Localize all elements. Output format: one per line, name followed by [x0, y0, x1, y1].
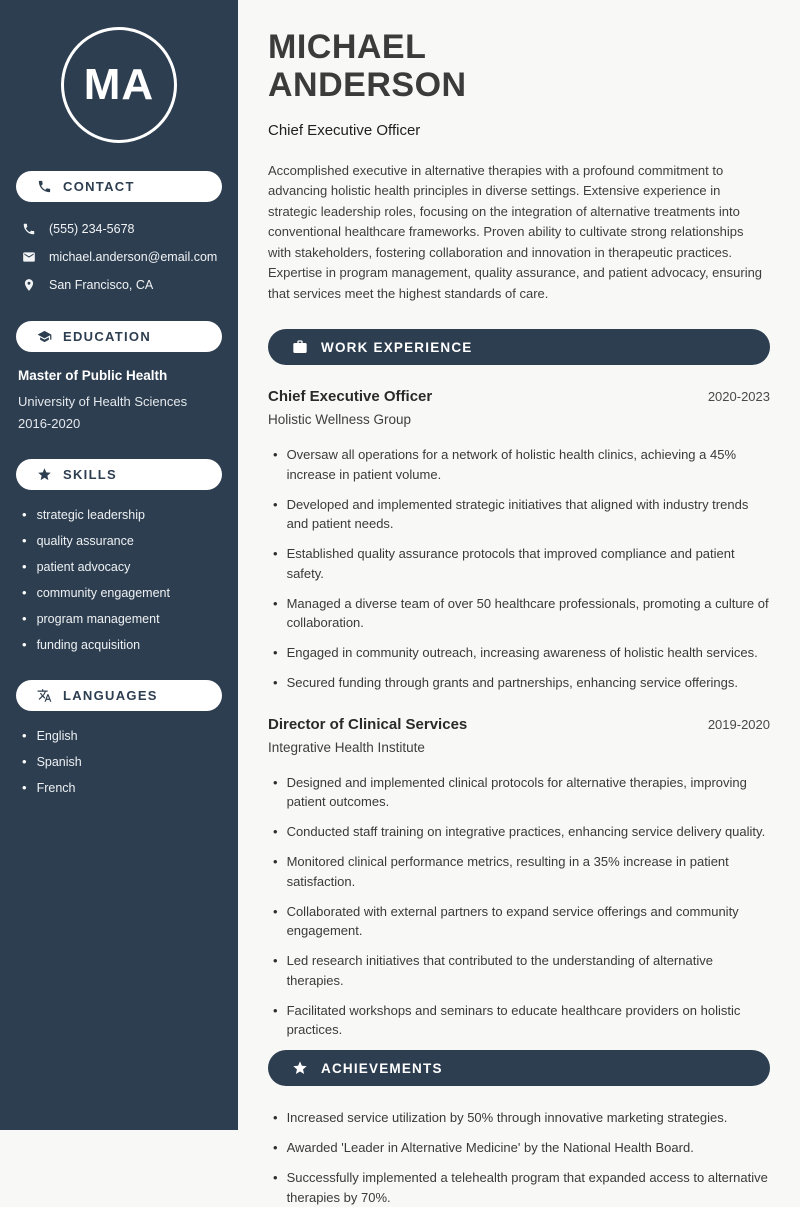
- achievement-bullet: • Awarded 'Leader in Alternative Medicine' by the National Health Board.: [273, 1138, 770, 1158]
- email-address: michael.anderson@email.com: [49, 250, 218, 264]
- sidebar: [0, 0, 238, 1130]
- education-section-title: EDUCATION: [63, 329, 152, 344]
- skill-item: • quality assurance: [22, 528, 222, 554]
- first-name: MICHAEL: [268, 28, 427, 66]
- job-header: [268, 388, 770, 405]
- job-bullet-list: [268, 773, 770, 1040]
- skill-item: • patient advocacy: [22, 554, 222, 580]
- phone-icon: [37, 179, 52, 194]
- skill-item: • community engagement: [22, 580, 222, 606]
- education-section-header: [16, 321, 222, 352]
- language-item: • English: [22, 723, 222, 749]
- phone-number: (555) 234-5678: [49, 222, 135, 236]
- languages-section: [16, 680, 222, 801]
- education-degree: Master of Public Health: [18, 368, 168, 383]
- language-item: • Spanish: [22, 749, 222, 775]
- languages-section-header: [16, 680, 222, 711]
- skill-item: • program management: [22, 606, 222, 632]
- languages-list: [16, 723, 222, 801]
- translate-icon: [37, 688, 52, 703]
- skill-item: • funding acquisition: [22, 632, 222, 658]
- contact-item-phone: [16, 215, 222, 243]
- contact-section-header: [16, 171, 222, 202]
- job-bullet: • Secured funding through grants and partnerships, enhancing service offerings.: [273, 673, 770, 693]
- job-dates: 2019-2020: [707, 716, 770, 732]
- job-entry: [268, 388, 770, 693]
- mail-icon: [22, 250, 36, 264]
- phone-icon: [22, 222, 36, 236]
- summary-paragraph: Accomplished executive in alternative therapies with a profound commitment to advancing holistic health principles in diverse settings. Extensive experience in strategic leadership roles, focusing on the integration of alternative treatments into conventional healthcare frameworks. Proven ability to cultivate strong relationships with stakeholders, fostering collaboration and innovation in therapeutic practices. Expertise in program management, quality assurance, and patient advocacy, ensuring that services meet the highest standards of care.: [268, 162, 763, 301]
- resume-main: [238, 0, 800, 1205]
- job-bullet: • Developed and implemented strategic initiatives that aligned with industry trends and patient needs.: [273, 495, 770, 534]
- job-bullet: • Engaged in community outreach, increasing awareness of holistic health services.: [273, 643, 770, 663]
- job-title: Director of Clinical Services: [268, 715, 468, 733]
- skills-list: [16, 502, 222, 658]
- job-title-subtitle: Chief Executive Officer: [268, 121, 421, 139]
- education-entry: [16, 352, 222, 437]
- job-company: Integrative Health Institute: [268, 739, 425, 755]
- education-years: 2016-2020: [18, 416, 81, 431]
- work-experience-title: WORK EXPERIENCE: [321, 339, 473, 355]
- skills-section-title: SKILLS: [63, 467, 118, 482]
- skills-section: [16, 459, 222, 658]
- achievement-bullet: • Successfully implemented a telehealth program that expanded access to alternative therapies by 70%.: [273, 1168, 770, 1207]
- location-icon: [22, 278, 36, 292]
- contact-item-email: [16, 243, 222, 271]
- briefcase-icon: [292, 339, 308, 355]
- graduation-cap-icon: [37, 329, 52, 344]
- achievements-title: ACHIEVEMENTS: [321, 1060, 443, 1076]
- job-bullet: • Established quality assurance protocols that improved compliance and patient safety.: [273, 544, 770, 583]
- skills-section-header: [16, 459, 222, 490]
- job-bullet: • Oversaw all operations for a network of holistic health clinics, achieving a 45% increase in patient volume.: [273, 445, 770, 484]
- page-title: [268, 28, 770, 105]
- work-experience-banner: [268, 329, 770, 365]
- contact-section-title: CONTACT: [63, 179, 135, 194]
- achievements-list: [268, 1108, 770, 1207]
- achievements-banner: [268, 1050, 770, 1086]
- education-school: University of Health Sciences: [18, 394, 188, 409]
- location-text: San Francisco, CA: [49, 278, 154, 292]
- star-icon: [292, 1060, 308, 1076]
- job-bullet: • Collaborated with external partners to expand service offerings and community engagement.: [273, 902, 770, 941]
- achievement-bullet: • Increased service utilization by 50% through innovative marketing strategies.: [273, 1108, 770, 1128]
- language-item: • French: [22, 775, 222, 801]
- job-title: Chief Executive Officer: [268, 388, 433, 406]
- education-section: [16, 321, 222, 437]
- avatar: [61, 27, 177, 143]
- job-bullet: • Managed a diverse team of over 50 healthcare professionals, promoting a culture of collaboration.: [273, 594, 770, 633]
- star-icon: [37, 467, 52, 482]
- languages-section-title: LANGUAGES: [63, 688, 158, 703]
- job-bullet-list: [268, 445, 770, 693]
- job-header: [268, 716, 770, 733]
- skill-item: • strategic leadership: [22, 502, 222, 528]
- job-company: Holistic Wellness Group: [268, 412, 412, 428]
- job-bullet: • Facilitated workshops and seminars to educate healthcare providers on holistic practices.: [273, 1001, 770, 1040]
- contact-item-location: [16, 271, 222, 299]
- job-bullet: • Monitored clinical performance metrics, resulting in a 35% increase in patient satisfaction.: [273, 852, 770, 891]
- job-entry: [268, 716, 770, 1040]
- contact-list: [16, 215, 222, 299]
- job-bullet: • Conducted staff training on integrative practices, enhancing service delivery quality.: [273, 822, 770, 842]
- avatar-initials: MA: [83, 60, 155, 109]
- job-bullet: • Led research initiatives that contributed to the understanding of alternative therapies.: [273, 951, 770, 990]
- job-bullet: • Designed and implemented clinical protocols for alternative therapies, improving patient outcomes.: [273, 773, 770, 812]
- job-dates: 2020-2023: [707, 389, 770, 405]
- last-name: ANDERSON: [268, 66, 467, 105]
